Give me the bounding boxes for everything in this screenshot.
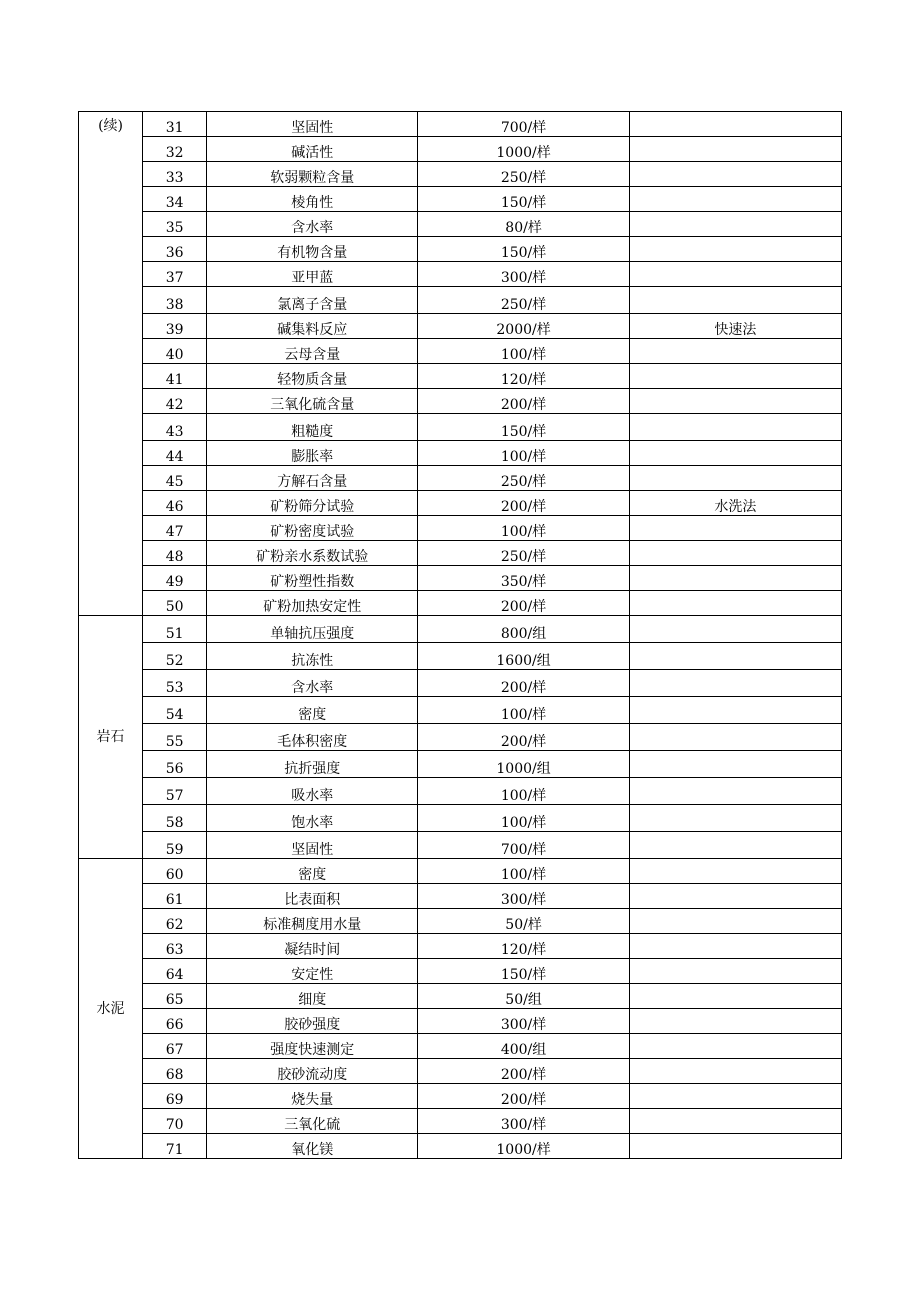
item-name-cell: 比表面积	[207, 884, 418, 909]
table-row	[79, 491, 842, 516]
category-cell-continued: (续)	[79, 112, 143, 616]
item-price-cell: 200/样	[418, 1084, 629, 1109]
item-number-cell: 32	[143, 137, 207, 162]
item-note-cell	[629, 984, 841, 1009]
table-row	[79, 389, 842, 414]
item-number-cell: 70	[143, 1109, 207, 1134]
item-price-cell: 120/样	[418, 934, 629, 959]
item-price-cell: 200/样	[418, 670, 629, 697]
table-row	[79, 187, 842, 212]
item-note-cell	[629, 751, 841, 778]
item-price-cell: 800/组	[418, 616, 629, 643]
item-name-cell: 棱角性	[207, 187, 418, 212]
item-price-cell: 1000/样	[418, 1134, 629, 1159]
table-row	[79, 1034, 842, 1059]
item-number-cell: 69	[143, 1084, 207, 1109]
item-note-cell	[629, 591, 841, 616]
item-price-cell: 700/样	[418, 832, 629, 859]
item-number-cell: 65	[143, 984, 207, 1009]
item-note-cell	[629, 237, 841, 262]
item-number-cell: 39	[143, 314, 207, 339]
item-note-cell	[629, 137, 841, 162]
item-number-cell: 31	[143, 112, 207, 137]
item-number-cell: 34	[143, 187, 207, 212]
table-row	[79, 1134, 842, 1159]
item-number-cell: 41	[143, 364, 207, 389]
item-name-cell: 密度	[207, 859, 418, 884]
table-row	[79, 441, 842, 466]
item-name-cell: 胶砂强度	[207, 1009, 418, 1034]
item-name-cell: 氧化镁	[207, 1134, 418, 1159]
item-note-cell	[629, 162, 841, 187]
item-number-cell: 63	[143, 934, 207, 959]
item-name-cell: 烧失量	[207, 1084, 418, 1109]
table-row	[79, 697, 842, 724]
table-row	[79, 287, 842, 314]
item-note-cell: 快速法	[629, 314, 841, 339]
item-note-cell	[629, 1034, 841, 1059]
table-row	[79, 984, 842, 1009]
item-name-cell: 亚甲蓝	[207, 262, 418, 287]
item-price-cell: 100/样	[418, 697, 629, 724]
item-number-cell: 66	[143, 1009, 207, 1034]
item-price-cell: 150/样	[418, 959, 629, 984]
item-name-cell: 细度	[207, 984, 418, 1009]
item-price-cell: 1600/组	[418, 643, 629, 670]
item-number-cell: 46	[143, 491, 207, 516]
item-name-cell: 抗冻性	[207, 643, 418, 670]
table-row	[79, 751, 842, 778]
item-name-cell: 含水率	[207, 212, 418, 237]
item-number-cell: 43	[143, 414, 207, 441]
item-number-cell: 67	[143, 1034, 207, 1059]
item-number-cell: 48	[143, 541, 207, 566]
item-number-cell: 36	[143, 237, 207, 262]
item-number-cell: 33	[143, 162, 207, 187]
item-note-cell	[629, 778, 841, 805]
item-name-cell: 矿粉塑性指数	[207, 566, 418, 591]
item-note-cell	[629, 466, 841, 491]
table-row	[79, 1059, 842, 1084]
item-note-cell	[629, 805, 841, 832]
item-name-cell: 膨胀率	[207, 441, 418, 466]
item-note-cell	[629, 859, 841, 884]
table-row	[79, 670, 842, 697]
item-price-cell: 50/样	[418, 909, 629, 934]
item-price-cell: 100/样	[418, 859, 629, 884]
item-price-cell: 200/样	[418, 389, 629, 414]
item-number-cell: 51	[143, 616, 207, 643]
item-name-cell: 毛体积密度	[207, 724, 418, 751]
item-note-cell	[629, 616, 841, 643]
item-number-cell: 56	[143, 751, 207, 778]
item-name-cell: 坚固性	[207, 112, 418, 137]
item-note-cell	[629, 934, 841, 959]
item-price-cell: 1000/组	[418, 751, 629, 778]
table-row	[79, 859, 842, 884]
item-note-cell	[629, 287, 841, 314]
category-cell-cement: 水泥	[79, 859, 143, 1159]
item-note-cell	[629, 212, 841, 237]
item-number-cell: 42	[143, 389, 207, 414]
item-number-cell: 54	[143, 697, 207, 724]
item-note-cell	[629, 909, 841, 934]
item-number-cell: 64	[143, 959, 207, 984]
table-row	[79, 959, 842, 984]
item-price-cell: 400/组	[418, 1034, 629, 1059]
item-name-cell: 强度快速测定	[207, 1034, 418, 1059]
item-note-cell	[629, 1059, 841, 1084]
item-price-cell: 100/样	[418, 441, 629, 466]
item-name-cell: 坚固性	[207, 832, 418, 859]
table-row	[79, 566, 842, 591]
item-name-cell: 矿粉筛分试验	[207, 491, 418, 516]
item-note-cell	[629, 389, 841, 414]
item-price-cell: 300/样	[418, 1109, 629, 1134]
item-price-cell: 150/样	[418, 237, 629, 262]
item-price-cell: 100/样	[418, 778, 629, 805]
table-row	[79, 314, 842, 339]
item-note-cell	[629, 262, 841, 287]
item-number-cell: 57	[143, 778, 207, 805]
table-row	[79, 616, 842, 643]
item-name-cell: 标准稠度用水量	[207, 909, 418, 934]
item-price-cell: 200/样	[418, 724, 629, 751]
item-name-cell: 粗糙度	[207, 414, 418, 441]
table-body	[79, 112, 842, 1159]
table-row	[79, 832, 842, 859]
item-note-cell	[629, 670, 841, 697]
item-number-cell: 71	[143, 1134, 207, 1159]
item-number-cell: 50	[143, 591, 207, 616]
item-number-cell: 40	[143, 339, 207, 364]
item-price-cell: 300/样	[418, 1009, 629, 1034]
item-name-cell: 安定性	[207, 959, 418, 984]
table-row	[79, 466, 842, 491]
item-name-cell: 矿粉加热安定性	[207, 591, 418, 616]
table-row	[79, 1009, 842, 1034]
table-row	[79, 364, 842, 389]
table-row	[79, 541, 842, 566]
item-price-cell: 700/样	[418, 112, 629, 137]
item-name-cell: 碱集料反应	[207, 314, 418, 339]
item-number-cell: 44	[143, 441, 207, 466]
table-row	[79, 112, 842, 137]
item-name-cell: 凝结时间	[207, 934, 418, 959]
item-price-cell: 100/样	[418, 339, 629, 364]
item-name-cell: 矿粉密度试验	[207, 516, 418, 541]
table-row	[79, 805, 842, 832]
item-price-cell: 250/样	[418, 287, 629, 314]
item-price-cell: 2000/样	[418, 314, 629, 339]
item-name-cell: 胶砂流动度	[207, 1059, 418, 1084]
item-note-cell	[629, 643, 841, 670]
item-name-cell: 单轴抗压强度	[207, 616, 418, 643]
item-note-cell	[629, 516, 841, 541]
item-name-cell: 碱活性	[207, 137, 418, 162]
table-row	[79, 162, 842, 187]
item-price-cell: 80/样	[418, 212, 629, 237]
item-price-cell: 100/样	[418, 516, 629, 541]
table-row	[79, 591, 842, 616]
item-note-cell	[629, 1084, 841, 1109]
item-note-cell: 水洗法	[629, 491, 841, 516]
item-note-cell	[629, 1109, 841, 1134]
item-name-cell: 矿粉亲水系数试验	[207, 541, 418, 566]
item-name-cell: 三氧化硫含量	[207, 389, 418, 414]
item-number-cell: 55	[143, 724, 207, 751]
item-note-cell	[629, 339, 841, 364]
item-note-cell	[629, 697, 841, 724]
table-row	[79, 414, 842, 441]
table-row	[79, 724, 842, 751]
item-number-cell: 49	[143, 566, 207, 591]
item-price-cell: 200/样	[418, 591, 629, 616]
item-name-cell: 三氧化硫	[207, 1109, 418, 1134]
item-number-cell: 37	[143, 262, 207, 287]
item-price-cell: 250/样	[418, 541, 629, 566]
item-note-cell	[629, 1134, 841, 1159]
table-row	[79, 339, 842, 364]
item-name-cell: 有机物含量	[207, 237, 418, 262]
item-note-cell	[629, 832, 841, 859]
item-number-cell: 53	[143, 670, 207, 697]
item-note-cell	[629, 959, 841, 984]
item-price-cell: 120/样	[418, 364, 629, 389]
item-number-cell: 61	[143, 884, 207, 909]
item-price-cell: 200/样	[418, 491, 629, 516]
item-number-cell: 59	[143, 832, 207, 859]
item-name-cell: 软弱颗粒含量	[207, 162, 418, 187]
test-fee-table	[78, 111, 842, 1159]
item-price-cell: 50/组	[418, 984, 629, 1009]
item-note-cell	[629, 884, 841, 909]
table-row	[79, 643, 842, 670]
item-number-cell: 52	[143, 643, 207, 670]
table-row	[79, 262, 842, 287]
table-row	[79, 237, 842, 262]
table-row	[79, 137, 842, 162]
item-number-cell: 35	[143, 212, 207, 237]
item-note-cell	[629, 112, 841, 137]
item-number-cell: 62	[143, 909, 207, 934]
item-name-cell: 含水率	[207, 670, 418, 697]
table-row	[79, 884, 842, 909]
table-row	[79, 212, 842, 237]
table-row	[79, 778, 842, 805]
item-note-cell	[629, 414, 841, 441]
item-price-cell: 250/样	[418, 466, 629, 491]
item-number-cell: 68	[143, 1059, 207, 1084]
item-price-cell: 350/样	[418, 566, 629, 591]
table-row	[79, 1084, 842, 1109]
item-name-cell: 氯离子含量	[207, 287, 418, 314]
item-price-cell: 300/样	[418, 884, 629, 909]
item-number-cell: 47	[143, 516, 207, 541]
item-price-cell: 150/样	[418, 187, 629, 212]
item-number-cell: 60	[143, 859, 207, 884]
item-name-cell: 吸水率	[207, 778, 418, 805]
table-row	[79, 516, 842, 541]
item-price-cell: 100/样	[418, 805, 629, 832]
item-price-cell: 1000/样	[418, 137, 629, 162]
item-note-cell	[629, 566, 841, 591]
table-row	[79, 909, 842, 934]
category-cell-rock: 岩石	[79, 616, 143, 859]
item-name-cell: 饱水率	[207, 805, 418, 832]
item-note-cell	[629, 187, 841, 212]
item-price-cell: 150/样	[418, 414, 629, 441]
item-price-cell: 250/样	[418, 162, 629, 187]
item-note-cell	[629, 724, 841, 751]
item-price-cell: 200/样	[418, 1059, 629, 1084]
item-number-cell: 38	[143, 287, 207, 314]
item-name-cell: 抗折强度	[207, 751, 418, 778]
item-name-cell: 方解石含量	[207, 466, 418, 491]
item-note-cell	[629, 364, 841, 389]
item-note-cell	[629, 441, 841, 466]
item-note-cell	[629, 541, 841, 566]
item-name-cell: 密度	[207, 697, 418, 724]
item-name-cell: 云母含量	[207, 339, 418, 364]
item-number-cell: 45	[143, 466, 207, 491]
item-name-cell: 轻物质含量	[207, 364, 418, 389]
table-row	[79, 1109, 842, 1134]
item-note-cell	[629, 1009, 841, 1034]
item-number-cell: 58	[143, 805, 207, 832]
table-row	[79, 934, 842, 959]
item-price-cell: 300/样	[418, 262, 629, 287]
